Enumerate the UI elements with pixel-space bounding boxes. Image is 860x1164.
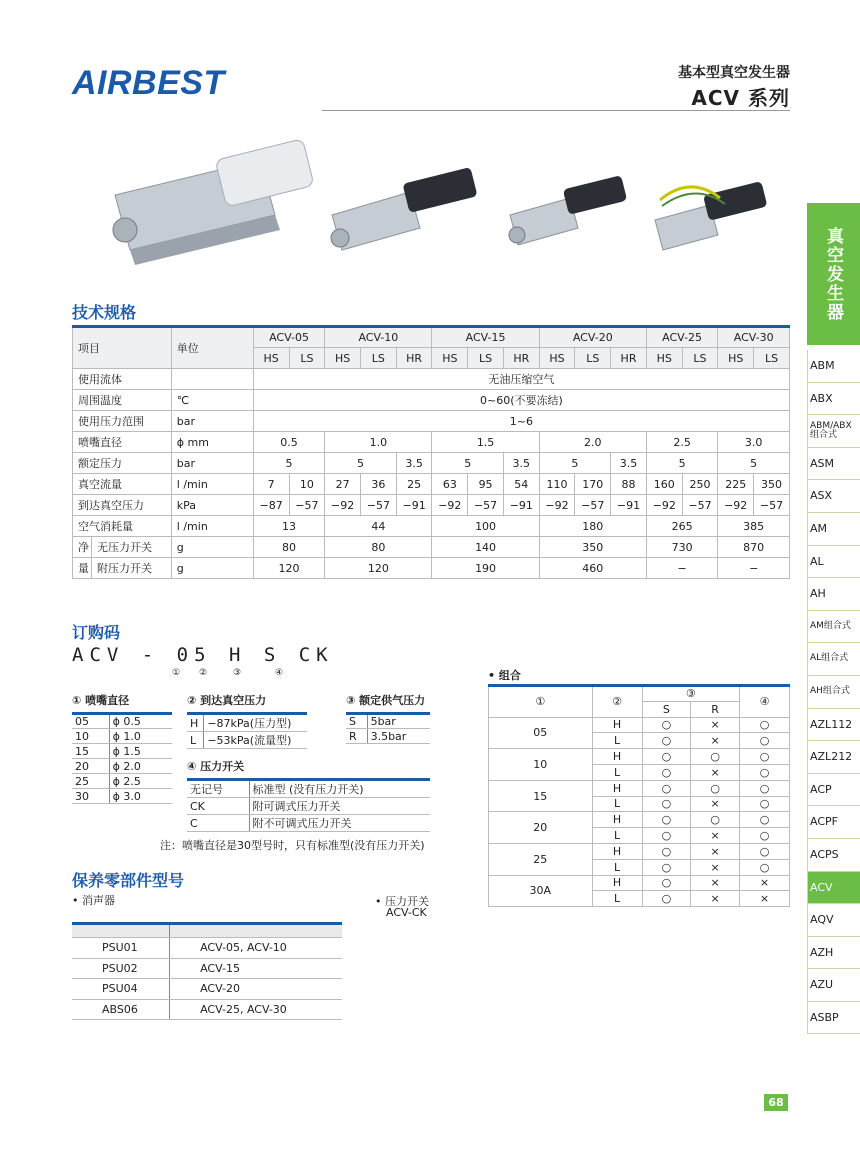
subcol: HS <box>325 348 361 369</box>
cell: ○ <box>642 764 691 780</box>
cell: × <box>691 828 740 844</box>
cell: ○ <box>642 749 691 765</box>
row-label: 周围温度 <box>73 390 172 411</box>
product-image-3 <box>509 175 627 245</box>
cell: 63 <box>432 474 468 495</box>
combo-table <box>488 684 790 907</box>
cell: 225 <box>718 474 754 495</box>
cell: 27 <box>325 474 361 495</box>
silencer-label: • 消声器 <box>72 894 115 907</box>
sidebar-item-abm-abx[interactable]: ABM/ABX 组合式 <box>807 415 860 448</box>
cell: 标准型 (没有压力开关) <box>249 780 430 798</box>
subcol: HS <box>718 348 754 369</box>
header-divider <box>322 110 790 111</box>
cell: 13 <box>253 516 324 537</box>
cell: H <box>592 717 642 733</box>
cell: 25 <box>72 774 109 789</box>
cell: −53kPa(流量型) <box>204 732 307 749</box>
nozzle-title: ① 喷嘴直径 <box>72 694 130 707</box>
subcol: HS <box>646 348 682 369</box>
row-unit: kPa <box>171 495 253 516</box>
cell: 5 <box>646 453 717 474</box>
cell: L <box>592 733 642 749</box>
cell: −92 <box>432 495 468 516</box>
sidebar-item-abx[interactable]: ABX <box>807 383 860 416</box>
cell: × <box>691 891 740 907</box>
cell: 1~6 <box>253 411 789 432</box>
cell: 265 <box>646 516 717 537</box>
cell: −91 <box>611 495 647 516</box>
cell: −92 <box>325 495 361 516</box>
cell: 120 <box>325 558 432 579</box>
cell: ○ <box>642 717 691 733</box>
sidebar-item-azu[interactable]: AZU <box>807 969 860 1002</box>
cell: ○ <box>642 780 691 796</box>
cell: 3.5 <box>611 453 647 474</box>
cell: − <box>646 558 717 579</box>
cell: × <box>740 875 790 891</box>
cell: − <box>718 558 790 579</box>
cell: −92 <box>539 495 575 516</box>
cell: ϕ 3.0 <box>109 789 172 804</box>
combo-h: ④ <box>740 686 790 718</box>
cell: 36 <box>361 474 397 495</box>
vacuum-title: ② 到达真空压力 <box>187 694 267 707</box>
sidebar-item-acpf[interactable]: ACPF <box>807 806 860 839</box>
cell: L <box>592 796 642 812</box>
cell: 190 <box>432 558 539 579</box>
cell: −87 <box>253 495 289 516</box>
subcol: LS <box>289 348 325 369</box>
product-photos <box>70 120 790 270</box>
cell: H <box>592 875 642 891</box>
cell: −57 <box>682 495 718 516</box>
cell: ○ <box>740 764 790 780</box>
sidebar-item-asm[interactable]: ASM <box>807 448 860 481</box>
spec-title: 技术规格 <box>72 303 137 322</box>
code-marker: ④ <box>275 668 284 678</box>
brand-logo: AIRBEST <box>72 64 225 102</box>
row-label: 额定压力 <box>73 453 172 474</box>
sidebar-item-acv[interactable]: ACV <box>807 872 860 905</box>
cell: ACV-25, ACV-30 <box>170 999 342 1020</box>
col-item: 项目 <box>73 327 172 369</box>
model-header: ACV-15 <box>432 327 539 348</box>
sidebar-nav <box>807 350 860 1034</box>
cell: CK <box>187 798 249 815</box>
row-label: 空气消耗量 <box>73 516 172 537</box>
sidebar-item-azl212[interactable]: AZL212 <box>807 741 860 774</box>
cell: 5 <box>539 453 610 474</box>
cell: −92 <box>718 495 754 516</box>
nozzle-table <box>72 712 172 804</box>
model-header: ACV-05 <box>253 327 324 348</box>
weight-label-qty: 量 <box>73 558 92 579</box>
cell: ○ <box>691 780 740 796</box>
cell: 0.5 <box>253 432 324 453</box>
row-unit: ϕ mm <box>171 432 253 453</box>
cell: −91 <box>503 495 539 516</box>
cell: 5 <box>718 453 790 474</box>
cell: 110 <box>539 474 575 495</box>
cell: L <box>592 891 642 907</box>
cell: C <box>187 815 249 832</box>
cell: 20 <box>72 759 109 774</box>
model-header: ACV-20 <box>539 327 646 348</box>
cell: 160 <box>646 474 682 495</box>
row-label: 喷嘴直径 <box>73 432 172 453</box>
row-label: 使用压力范围 <box>73 411 172 432</box>
col-unit: 单位 <box>171 327 253 369</box>
cell: −92 <box>646 495 682 516</box>
parts-table <box>72 922 342 1020</box>
row-label: 到达真空压力 <box>73 495 172 516</box>
cell: H <box>592 780 642 796</box>
cell: ○ <box>642 733 691 749</box>
cell: ○ <box>740 812 790 828</box>
cell: × <box>691 717 740 733</box>
cell: 无记号 <box>187 780 249 798</box>
row-label: 附压力开关 <box>92 558 172 579</box>
model-header: ACV-25 <box>646 327 717 348</box>
cell: 30 <box>72 789 109 804</box>
code-marker: ② <box>199 668 208 678</box>
row-unit: l /min <box>171 516 253 537</box>
sidebar-item-asx[interactable]: ASX <box>807 480 860 513</box>
cell: 15 <box>72 744 109 759</box>
cell: 0~60(不要冻结) <box>253 390 789 411</box>
subcol: HR <box>611 348 647 369</box>
cell: ○ <box>691 812 740 828</box>
cell: 3.5bar <box>367 729 430 744</box>
cell: ○ <box>691 749 740 765</box>
cell: ACV-05, ACV-10 <box>170 938 342 959</box>
model-header: ACV-10 <box>325 327 432 348</box>
cell: × <box>691 796 740 812</box>
cell: 250 <box>682 474 718 495</box>
subcol: HS <box>539 348 575 369</box>
row-unit: ℃ <box>171 390 253 411</box>
row-unit: l /min <box>171 474 253 495</box>
sidebar-item-aqv[interactable]: AQV <box>807 904 860 937</box>
cell: 180 <box>539 516 646 537</box>
sidebar-item-acps[interactable]: ACPS <box>807 839 860 872</box>
cell: 5 <box>253 453 324 474</box>
cell: ○ <box>740 843 790 859</box>
cell: 1.5 <box>432 432 539 453</box>
code-marker: ① <box>172 668 181 678</box>
combo-h: ① <box>489 686 593 718</box>
sidebar-item-am-combo[interactable]: AM组合式 <box>807 611 860 644</box>
cell: 120 <box>253 558 324 579</box>
cell: ○ <box>740 859 790 875</box>
cell: 30A <box>489 875 593 907</box>
product-image-2 <box>331 167 478 250</box>
combo-h: R <box>691 701 740 717</box>
cell: H <box>592 749 642 765</box>
cell: × <box>691 843 740 859</box>
cell: L <box>187 732 204 749</box>
cell: 3.5 <box>396 453 432 474</box>
cell: 80 <box>253 537 324 558</box>
row-unit: bar <box>171 411 253 432</box>
cell: 5 <box>325 453 396 474</box>
cell: 730 <box>646 537 717 558</box>
cell: 100 <box>432 516 539 537</box>
cell: ○ <box>642 843 691 859</box>
cell: −57 <box>754 495 790 516</box>
cell: 10 <box>72 729 109 744</box>
sidebar-item-am[interactable]: AM <box>807 513 860 546</box>
cell: H <box>592 812 642 828</box>
cell: 1.0 <box>325 432 432 453</box>
cell: 385 <box>718 516 790 537</box>
cell: 附不可调式压力开关 <box>249 815 430 832</box>
subcol: LS <box>361 348 397 369</box>
cell: ○ <box>740 796 790 812</box>
cell: 170 <box>575 474 611 495</box>
cell: 20 <box>489 812 593 844</box>
cell: × <box>691 875 740 891</box>
switch-label: • 压力开关 <box>375 895 429 908</box>
cell: L <box>592 764 642 780</box>
cell: 无油压缩空气 <box>253 369 789 390</box>
cell: −57 <box>468 495 504 516</box>
cell: PSU02 <box>72 958 170 979</box>
cell: 10 <box>489 749 593 781</box>
cell: ϕ 2.5 <box>109 774 172 789</box>
sidebar-item-ah[interactable]: AH <box>807 578 860 611</box>
combo-title: • 组合 <box>488 669 521 682</box>
cell: 5bar <box>367 714 430 729</box>
cell: ACV-15 <box>170 958 342 979</box>
cell: 95 <box>468 474 504 495</box>
cell: L <box>592 828 642 844</box>
cell: ϕ 0.5 <box>109 714 172 729</box>
combo-h: ② <box>592 686 642 718</box>
cell: 3.5 <box>503 453 539 474</box>
cell: 350 <box>754 474 790 495</box>
cell: 88 <box>611 474 647 495</box>
vacuum-table <box>187 712 307 749</box>
spec-table <box>72 325 790 579</box>
order-code: ACV - 05 H S CK <box>72 644 334 666</box>
cell: ○ <box>740 780 790 796</box>
cell: 25 <box>396 474 432 495</box>
sidebar-item-ah-combo[interactable]: AH组合式 <box>807 676 860 709</box>
cell: 3.0 <box>718 432 790 453</box>
cell: −57 <box>361 495 397 516</box>
cell: 140 <box>432 537 539 558</box>
subcol: HR <box>503 348 539 369</box>
cell: 350 <box>539 537 646 558</box>
cell: −57 <box>289 495 325 516</box>
cell: L <box>592 859 642 875</box>
sidebar-category: 真空发生器 <box>807 203 860 345</box>
cell: 05 <box>72 714 109 729</box>
cell: ○ <box>642 875 691 891</box>
subcol: HS <box>253 348 289 369</box>
cell: ○ <box>642 812 691 828</box>
switch-model: ACV-CK <box>386 906 427 919</box>
row-label: 无压力开关 <box>92 537 172 558</box>
cell: ○ <box>642 891 691 907</box>
cell: ϕ 2.0 <box>109 759 172 774</box>
sidebar-item-azl112[interactable]: AZL112 <box>807 709 860 742</box>
cell: 80 <box>325 537 432 558</box>
order-note: 注：喷嘴直径是30型号时，只有标准型(没有压力开关) <box>160 839 425 852</box>
row-label: 真空流量 <box>73 474 172 495</box>
series-title: ACV 系列 <box>691 86 790 110</box>
cell: ○ <box>740 828 790 844</box>
sidebar-item-azh[interactable]: AZH <box>807 937 860 970</box>
subcol: LS <box>682 348 718 369</box>
cell: −91 <box>396 495 432 516</box>
product-image-1 <box>113 139 314 265</box>
cell: 2.0 <box>539 432 646 453</box>
combo-h: ③ <box>642 686 740 702</box>
row-label: 使用流体 <box>73 369 172 390</box>
switch-table <box>187 778 430 832</box>
sidebar-item-abm[interactable]: ABM <box>807 350 860 383</box>
cell: 44 <box>325 516 432 537</box>
page-title: 基本型真空发生器 <box>678 65 790 81</box>
subcol: LS <box>468 348 504 369</box>
sidebar-item-al[interactable]: AL <box>807 546 860 579</box>
cell: ACV-20 <box>170 979 342 1000</box>
cell: 870 <box>718 537 790 558</box>
cell: 7 <box>253 474 289 495</box>
cell: ○ <box>740 749 790 765</box>
row-unit: bar <box>171 453 253 474</box>
cell: 2.5 <box>646 432 717 453</box>
cell: × <box>691 733 740 749</box>
sidebar-item-asbp[interactable]: ASBP <box>807 1002 860 1035</box>
cell: 10 <box>289 474 325 495</box>
cell: ○ <box>642 828 691 844</box>
cell: ABS06 <box>72 999 170 1020</box>
subcol: LS <box>754 348 790 369</box>
cell: H <box>592 843 642 859</box>
cell: 25 <box>489 843 593 875</box>
cell: PSU01 <box>72 938 170 959</box>
cell: ϕ 1.0 <box>109 729 172 744</box>
cell: ○ <box>740 717 790 733</box>
cell: PSU04 <box>72 979 170 1000</box>
cell: 05 <box>489 717 593 749</box>
row-unit <box>171 369 253 390</box>
cell: ○ <box>642 859 691 875</box>
cell: × <box>740 891 790 907</box>
switch-title: ④ 压力开关 <box>187 760 245 773</box>
subcol: HR <box>396 348 432 369</box>
subcol: LS <box>575 348 611 369</box>
row-unit: g <box>171 537 253 558</box>
combo-h: S <box>642 701 691 717</box>
flow-row <box>73 474 790 495</box>
order-title: 订购码 <box>72 623 121 642</box>
cell: 460 <box>539 558 646 579</box>
subcol: HS <box>432 348 468 369</box>
cell: 附可调式压力开关 <box>249 798 430 815</box>
cell: 54 <box>503 474 539 495</box>
product-image-4 <box>655 181 767 250</box>
cell: ○ <box>642 796 691 812</box>
page-number: 68 <box>764 1094 788 1111</box>
model-header: ACV-30 <box>718 327 790 348</box>
cell: × <box>691 764 740 780</box>
supply-table <box>346 712 430 744</box>
sidebar-item-acp[interactable]: ACP <box>807 774 860 807</box>
cell: ○ <box>740 733 790 749</box>
row-unit: g <box>171 558 253 579</box>
cell: −87kPa(压力型) <box>204 714 307 732</box>
cell: 5 <box>432 453 503 474</box>
cell: × <box>691 859 740 875</box>
code-marker: ③ <box>233 668 242 678</box>
parts-title: 保养零部件型号 <box>72 871 185 890</box>
cell: −57 <box>575 495 611 516</box>
cell: 15 <box>489 780 593 812</box>
supply-title: ③ 额定供气压力 <box>346 694 426 707</box>
cell: S <box>346 714 367 729</box>
sidebar-item-al-combo[interactable]: AL组合式 <box>807 643 860 676</box>
cell: H <box>187 714 204 732</box>
cell: ϕ 1.5 <box>109 744 172 759</box>
cell: R <box>346 729 367 744</box>
weight-label-net: 净 <box>73 537 92 558</box>
